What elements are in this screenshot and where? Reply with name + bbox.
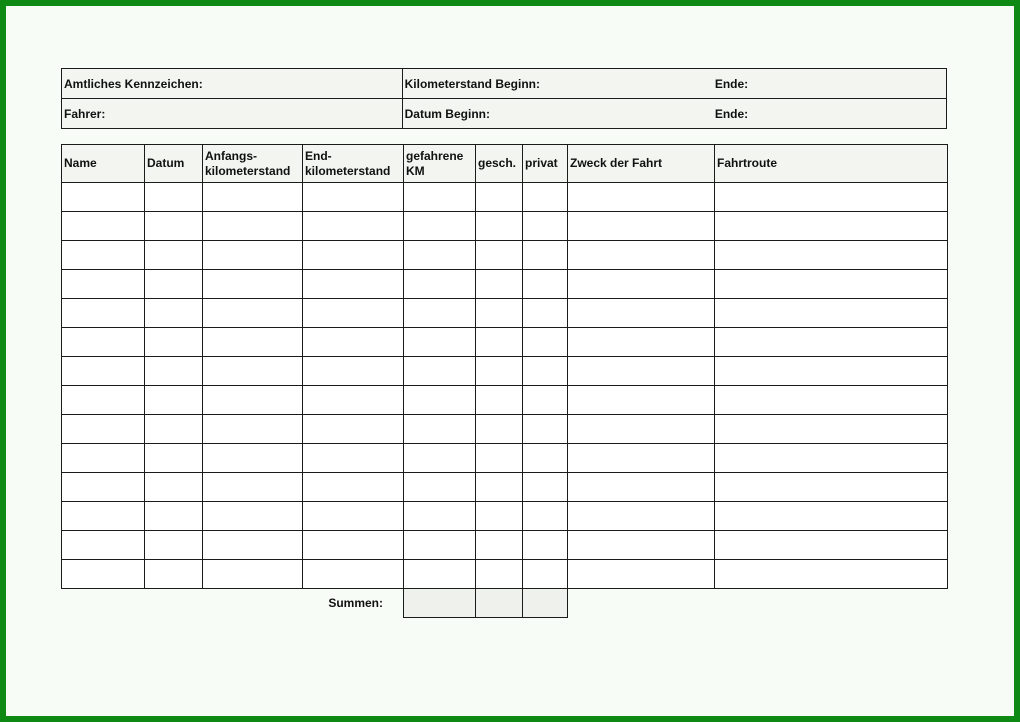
table-cell[interactable] [145, 299, 203, 328]
table-cell[interactable] [476, 270, 523, 299]
table-row [62, 241, 948, 270]
table-cell[interactable] [523, 531, 568, 560]
table-cell[interactable] [62, 183, 145, 212]
table-cell[interactable] [303, 560, 404, 589]
header-row-2 [62, 99, 947, 129]
sum-driven-km[interactable] [404, 589, 476, 618]
table-cell[interactable] [476, 560, 523, 589]
trip-log-body [62, 183, 948, 589]
table-cell[interactable] [145, 183, 203, 212]
table-cell[interactable] [62, 415, 145, 444]
table-row [62, 444, 948, 473]
table-cell[interactable] [303, 299, 404, 328]
table-cell[interactable] [404, 415, 476, 444]
km-end-field[interactable]: Ende: [713, 69, 947, 99]
vehicle-header-table [61, 68, 947, 129]
driver-field[interactable]: Fahrer: [62, 99, 403, 129]
table-cell[interactable] [145, 328, 203, 357]
table-cell[interactable] [523, 560, 568, 589]
table-cell[interactable] [203, 560, 303, 589]
table-cell[interactable] [476, 473, 523, 502]
table-cell[interactable] [145, 241, 203, 270]
table-cell[interactable] [715, 183, 948, 212]
table-row [62, 212, 948, 241]
table-cell[interactable] [303, 212, 404, 241]
table-cell[interactable] [715, 299, 948, 328]
table-cell[interactable] [303, 357, 404, 386]
table-cell[interactable] [145, 473, 203, 502]
table-cell[interactable] [568, 183, 715, 212]
table-cell[interactable] [568, 473, 715, 502]
table-cell[interactable] [476, 386, 523, 415]
table-cell[interactable] [715, 270, 948, 299]
table-cell[interactable] [404, 299, 476, 328]
table-cell[interactable] [203, 415, 303, 444]
sum-row [62, 589, 948, 618]
table-cell[interactable] [476, 299, 523, 328]
col-purpose: Zweck der Fahrt [568, 145, 715, 183]
table-cell[interactable] [62, 386, 145, 415]
table-row [62, 183, 948, 212]
table-cell[interactable] [62, 502, 145, 531]
date-start-field[interactable]: Datum Beginn: [402, 99, 713, 129]
table-cell[interactable] [62, 531, 145, 560]
table-cell[interactable] [715, 444, 948, 473]
table-cell[interactable] [303, 328, 404, 357]
table-cell[interactable] [476, 212, 523, 241]
table-cell[interactable] [404, 328, 476, 357]
table-cell[interactable] [62, 473, 145, 502]
table-cell[interactable] [62, 357, 145, 386]
col-date: Datum [145, 145, 203, 183]
table-cell[interactable] [476, 531, 523, 560]
table-cell[interactable] [203, 212, 303, 241]
table-cell[interactable] [303, 270, 404, 299]
table-cell[interactable] [62, 270, 145, 299]
table-cell[interactable] [523, 502, 568, 531]
table-cell[interactable] [404, 473, 476, 502]
table-cell[interactable] [715, 386, 948, 415]
table-cell[interactable] [568, 241, 715, 270]
table-cell[interactable] [568, 270, 715, 299]
table-cell[interactable] [145, 386, 203, 415]
table-cell[interactable] [715, 531, 948, 560]
table-cell[interactable] [145, 270, 203, 299]
table-cell[interactable] [303, 531, 404, 560]
column-header-row [62, 145, 948, 183]
table-cell[interactable] [404, 357, 476, 386]
table-row [62, 299, 948, 328]
table-cell[interactable] [404, 386, 476, 415]
table-cell[interactable] [523, 386, 568, 415]
table-cell[interactable] [523, 473, 568, 502]
table-cell[interactable] [404, 560, 476, 589]
table-cell[interactable] [145, 444, 203, 473]
plate-field[interactable]: Amtliches Kennzeichen: [62, 69, 403, 99]
table-cell[interactable] [715, 473, 948, 502]
table-cell[interactable] [145, 415, 203, 444]
table-row [62, 386, 948, 415]
table-cell[interactable] [523, 270, 568, 299]
table-cell[interactable] [523, 212, 568, 241]
table-cell[interactable] [715, 241, 948, 270]
table-cell[interactable] [145, 560, 203, 589]
table-cell[interactable] [62, 299, 145, 328]
table-cell[interactable] [715, 357, 948, 386]
table-cell[interactable] [568, 299, 715, 328]
table-cell[interactable] [476, 241, 523, 270]
table-cell[interactable] [203, 357, 303, 386]
col-private: privat [523, 145, 568, 183]
table-cell[interactable] [303, 183, 404, 212]
logbook-sheet [6, 6, 1014, 716]
table-cell[interactable] [523, 328, 568, 357]
table-cell[interactable] [303, 386, 404, 415]
col-business: gesch. [476, 145, 523, 183]
table-cell[interactable] [476, 415, 523, 444]
table-cell[interactable] [476, 183, 523, 212]
table-cell[interactable] [715, 212, 948, 241]
table-cell[interactable] [62, 560, 145, 589]
table-cell[interactable] [203, 473, 303, 502]
table-cell[interactable] [568, 212, 715, 241]
table-cell[interactable] [145, 357, 203, 386]
col-end-km: End-kilometerstand [303, 145, 404, 183]
table-row [62, 502, 948, 531]
table-cell[interactable] [568, 560, 715, 589]
col-start-km: Anfangs-kilometerstand [203, 145, 303, 183]
col-route: Fahrtroute [715, 145, 948, 183]
table-cell[interactable] [203, 386, 303, 415]
table-cell[interactable] [404, 270, 476, 299]
table-cell[interactable] [523, 299, 568, 328]
table-cell[interactable] [568, 444, 715, 473]
sum-business[interactable] [476, 589, 523, 618]
km-start-field[interactable]: Kilometerstand Beginn: [402, 69, 713, 99]
table-cell[interactable] [62, 241, 145, 270]
table-cell[interactable] [303, 241, 404, 270]
table-cell[interactable] [145, 212, 203, 241]
table-cell[interactable] [568, 531, 715, 560]
table-cell[interactable] [203, 299, 303, 328]
table-cell[interactable] [404, 241, 476, 270]
table-cell[interactable] [62, 444, 145, 473]
table-cell[interactable] [476, 328, 523, 357]
table-row [62, 270, 948, 299]
table-cell[interactable] [476, 502, 523, 531]
table-cell[interactable] [523, 241, 568, 270]
table-cell[interactable] [203, 241, 303, 270]
table-cell[interactable] [568, 415, 715, 444]
table-cell[interactable] [523, 357, 568, 386]
table-cell[interactable] [203, 270, 303, 299]
table-cell[interactable] [715, 560, 948, 589]
table-cell[interactable] [568, 328, 715, 357]
table-cell[interactable] [203, 183, 303, 212]
table-cell[interactable] [568, 502, 715, 531]
table-row [62, 357, 948, 386]
table-cell[interactable] [404, 502, 476, 531]
table-row [62, 473, 948, 502]
table-cell[interactable] [715, 328, 948, 357]
table-cell[interactable] [303, 444, 404, 473]
table-cell[interactable] [203, 502, 303, 531]
table-cell[interactable] [404, 183, 476, 212]
table-cell[interactable] [568, 357, 715, 386]
sum-private[interactable] [523, 589, 568, 618]
table-cell[interactable] [476, 357, 523, 386]
table-cell[interactable] [476, 444, 523, 473]
table-cell[interactable] [568, 386, 715, 415]
table-cell[interactable] [145, 502, 203, 531]
table-cell[interactable] [303, 473, 404, 502]
table-cell[interactable] [303, 415, 404, 444]
sum-label: Summen: [328, 596, 383, 610]
trip-log-table [61, 144, 948, 618]
table-cell[interactable] [523, 415, 568, 444]
header-row-1 [62, 69, 947, 99]
table-cell[interactable] [203, 328, 303, 357]
col-name: Name [62, 145, 145, 183]
table-cell[interactable] [62, 212, 145, 241]
table-cell[interactable] [62, 328, 145, 357]
date-end-field[interactable]: Ende: [713, 99, 947, 129]
table-cell[interactable] [203, 444, 303, 473]
table-cell[interactable] [404, 444, 476, 473]
table-cell[interactable] [145, 531, 203, 560]
table-cell[interactable] [715, 502, 948, 531]
table-cell[interactable] [523, 183, 568, 212]
table-row [62, 531, 948, 560]
table-cell[interactable] [404, 531, 476, 560]
sum-spacer [568, 589, 948, 618]
table-cell[interactable] [715, 415, 948, 444]
table-cell[interactable] [303, 502, 404, 531]
table-cell[interactable] [203, 531, 303, 560]
table-row [62, 328, 948, 357]
col-driven-km: gefahrene KM [404, 145, 476, 183]
table-row [62, 560, 948, 589]
table-cell[interactable] [404, 212, 476, 241]
table-cell[interactable] [523, 444, 568, 473]
table-row [62, 415, 948, 444]
